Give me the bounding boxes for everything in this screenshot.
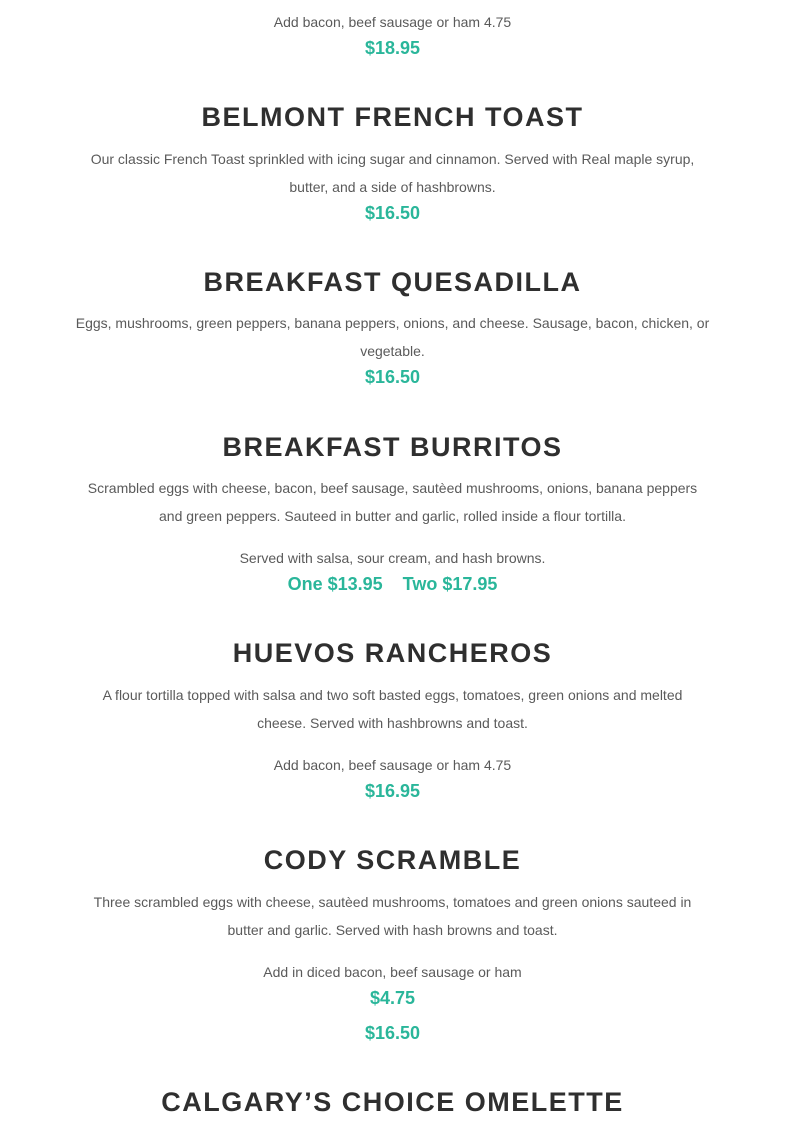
quesadilla-price: $16.50: [364, 367, 421, 387]
huevos-desc-line2: cheese. Served with hashbrowns and toast.: [257, 715, 528, 731]
burritos-price-two: Two $17.95: [402, 574, 498, 594]
cody-desc-line1: Three scrambled eggs with cheese, sautèed mushrooms, tomatoes and green onions sauteed in: [93, 894, 692, 910]
quesadilla-desc-line2: vegetable.: [360, 343, 425, 359]
burritos-served: Served with salsa, sour cream, and hash browns.: [239, 550, 546, 566]
top-item-addon: Add bacon, beef sausage or ham 4.75: [273, 14, 512, 30]
cody-title: CODY SCRAMBLE: [263, 845, 522, 875]
burritos-desc-line2: and green peppers. Sauteed in butter and garlic, rolled inside a flour tortilla.: [159, 508, 626, 524]
quesadilla-desc-line1: Eggs, mushrooms, green peppers, banana peppers, onions, and cheese. Sausage, bacon, chicken, or: [75, 315, 710, 331]
omelette-title: CALGARY’S CHOICE OMELETTE: [161, 1087, 624, 1117]
huevos-desc-line1: A flour tortilla topped with salsa and two soft basted eggs, tomatoes, green onions and melted: [102, 687, 683, 703]
huevos-title: HUEVOS RANCHEROS: [232, 638, 553, 668]
french-toast-price: $16.50: [364, 203, 421, 223]
huevos-price: $16.95: [364, 781, 421, 801]
french-toast-desc-line1: Our classic French Toast sprinkled with icing sugar and cinnamon. Served with Real maple syrup,: [90, 151, 695, 167]
quesadilla-title: BREAKFAST QUESADILLA: [203, 267, 582, 297]
burritos-prices: [0, 572, 785, 596]
huevos-addon: Add bacon, beef sausage or ham 4.75: [273, 757, 512, 773]
burritos-desc-line1: Scrambled eggs with cheese, bacon, beef sausage, sautèed mushrooms, onions, banana peppers: [87, 480, 698, 496]
cody-price: $16.50: [364, 1023, 421, 1043]
burritos-title: BREAKFAST BURRITOS: [222, 432, 563, 462]
cody-desc-line2: butter and garlic. Served with hash browns and toast.: [227, 922, 558, 938]
french-toast-desc-line2: butter, and a side of hashbrowns.: [289, 179, 496, 195]
top-item-price: $18.95: [364, 38, 421, 58]
french-toast-title: BELMONT FRENCH TOAST: [201, 102, 584, 132]
burritos-price-one: One $13.95: [287, 574, 383, 594]
cody-addon-price: $4.75: [369, 988, 416, 1008]
cody-addon: Add in diced bacon, beef sausage or ham: [263, 964, 522, 980]
